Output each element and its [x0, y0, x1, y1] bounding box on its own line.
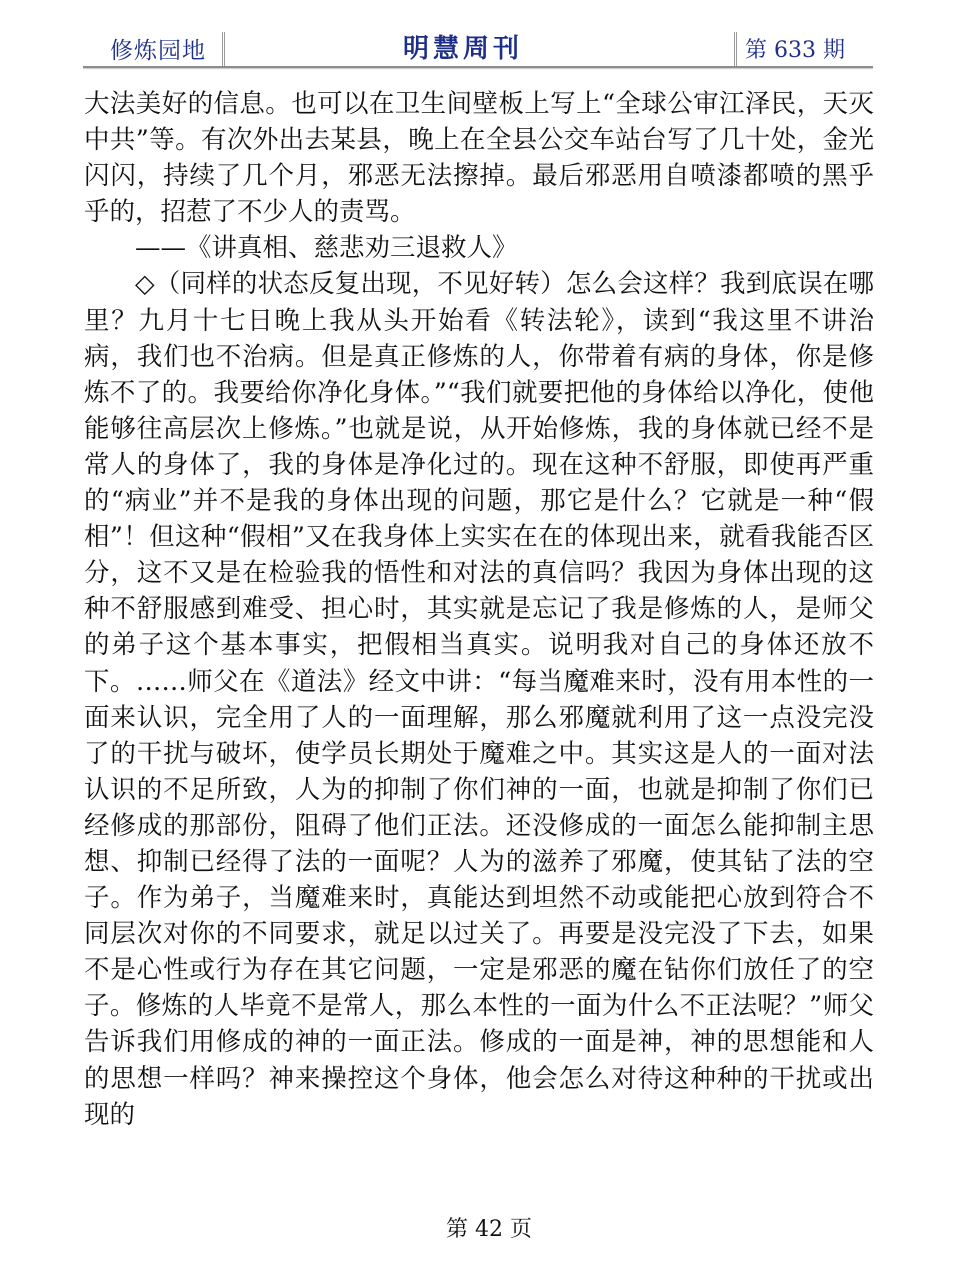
header-rule — [83, 66, 873, 68]
source-citation: ——《讲真相、慈悲劝三退救人》 — [135, 233, 518, 264]
article-body — [84, 86, 874, 1133]
header-divider-left — [222, 32, 225, 66]
issue-number: 第 633 期 — [745, 38, 845, 63]
page-header — [83, 28, 873, 68]
section-title: 修炼园地 — [110, 38, 206, 64]
body-paragraph: ◇（同样的状态反复出现，不见好转）怎么会这样？我到底误在哪里？九月十七日晚上我从头开始看《转法轮》，读到“我这里不讲治病，我们也不治病。但是真正修炼的人，你带着有病的身体，你是修炼不了的。我要给你净化身体。”“我们就要把他的身体给以净化，使他能够往高层次上修炼。”也就是说，从开始修炼，我的身体就已经不是常人的身体了，我的身体是净化过的。现在这种不舒服，即使再严重的“病业”并不是我的身体出现的问题，那它是什么？它就是一种“假相”！但这种“假相”又在我身体上实实在在的体现出来，就看我能否区分，这不又是在检验我的悟性和对法的真信吗？我因为身体出现的这种不舒服感到难受、担心时，其实就是忘记了我是修炼的人，是师父的弟子这个基本事实，把假相当真实。说明我对自己的身体还放不下。……师父在《道法》经文中讲：“每当魔难来时，没有用本性的一面来认识，完全用了人的一面理解，那么邪魔就利用了这一点没完没了的干扰与破坏，使学员长期处于魔难之中。其实这是人的一面对法认识的不足所致，人为的抑制了你们神的一面，也就是抑制了你们已经修成的那部份，阻碍了他们正法。还没修成的一面怎么能抑制主思想、抑制已经得了法的一面呢？人为的滋养了邪魔，使其钻了法的空子。作为弟子，当魔难来时，真能达到坦然不动或能把心放到符合不同层次对你的不同要求，就足以过关了。再要是没完没了下去，如果不是心性或行为存在其它问题，一定是邪恶的魔在钻你们放任了的空子。修炼的人毕竟不是常人，那么本性的一面为什么不正法呢？”师父告诉我们用修成的神的一面正法。修成的一面是神，神的思想能和人的思想一样吗？神来操控这个身体，他会怎么对待这种种的干扰或出现的 — [84, 269, 874, 1130]
header-divider-right — [734, 32, 737, 66]
publication-title: 明慧周刊 — [403, 34, 524, 64]
body-paragraph: 大法美好的信息。也可以在卫生间壁板上写上“全球公审江泽民，天灭中共”等。有次外出去某县，晚上在全县公交车站台写了几十处，金光闪闪，持续了几个月，邪恶无法擦掉。最后邪恶用自喷漆都喷的黑乎乎的，招惹了不少人的责骂。 — [84, 89, 874, 228]
page-number: 第 42 页 — [446, 1217, 532, 1242]
